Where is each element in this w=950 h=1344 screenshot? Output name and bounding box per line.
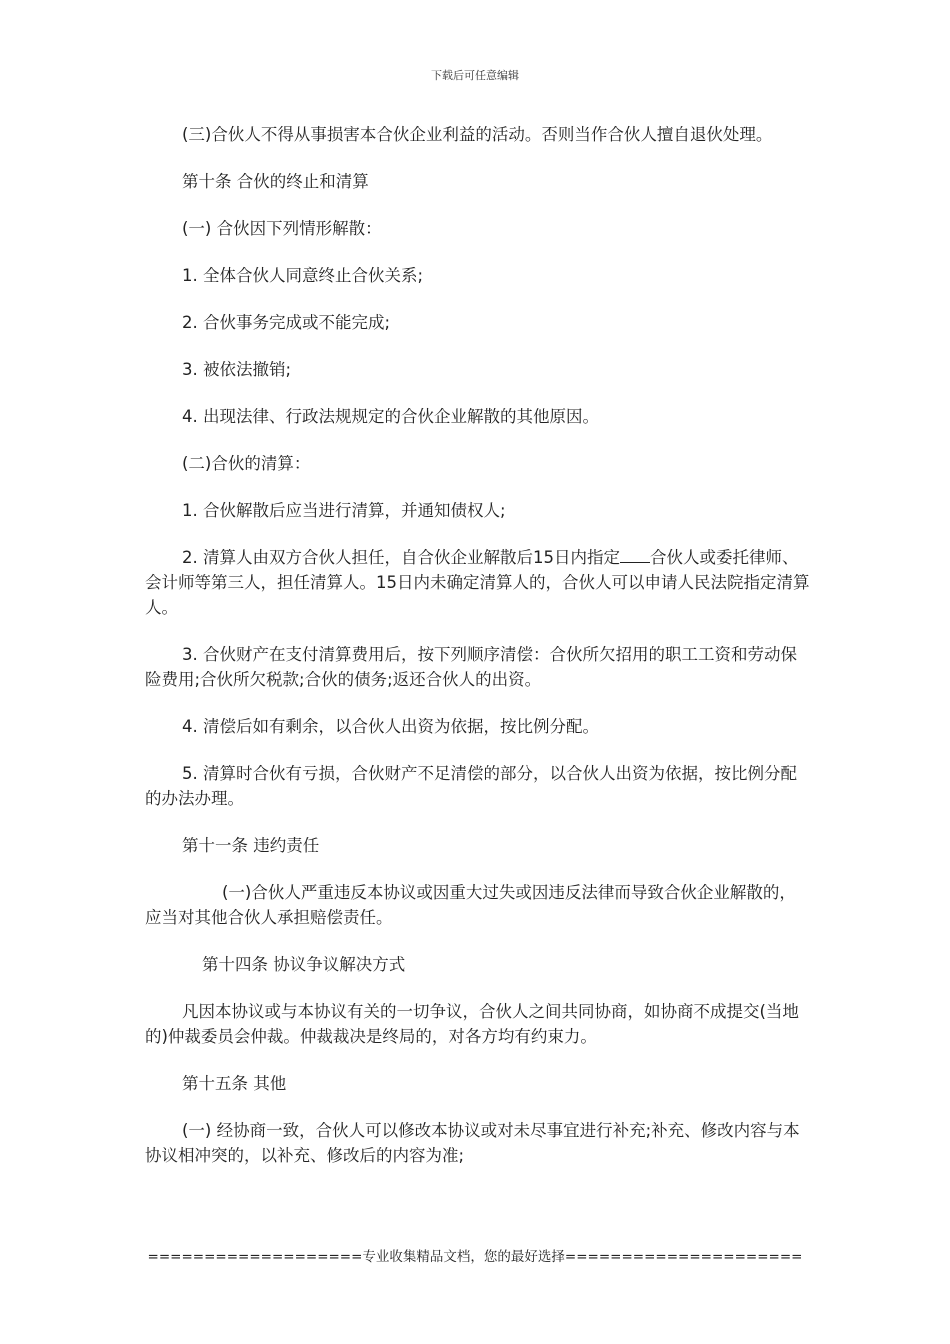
list-item: 4. 清偿后如有剩余，以合伙人出资为依据，按比例分配。 <box>182 717 599 736</box>
list-item: 1. 全体合伙人同意终止合伙关系; <box>182 266 424 285</box>
list-item: 1. 合伙解散后应当进行清算，并通知债权人; <box>182 501 506 520</box>
clause-text: 合伙人或委托律师、会计师等第三人，担任清算人。15日内未确定清算人的，合伙人可以申请人民法院指定清算人。 <box>145 548 810 617</box>
paragraph: (一)合伙人严重违反本协议或因重大过失或因违反法律而导致合伙企业解散的，应当对其他合伙人承担赔偿责任。 <box>145 883 796 927</box>
paragraph: (二)合伙的清算： <box>182 454 311 473</box>
list-item: 2. 合伙事务完成或不能完成; <box>182 313 391 332</box>
page-footer: ===================专业收集精品文档，您的最好选择===================== <box>147 1249 803 1265</box>
section-heading: 第十条 合伙的终止和清算 <box>182 172 369 191</box>
page-header: 下载后可任意编辑 <box>431 69 519 82</box>
list-item: 3. 被依法撤销; <box>182 360 292 379</box>
list-item: 5. 清算时合伙有亏损，合伙财产不足清偿的部分，以合伙人出资为依据，按比例分配的办法办理。 <box>145 764 797 808</box>
section-heading: 第十五条 其他 <box>182 1074 287 1093</box>
list-item: 4. 出现法律、行政法规规定的合伙企业解散的其他原因。 <box>182 407 599 426</box>
list-item <box>145 545 810 620</box>
paragraph: 凡因本协议或与本协议有关的一切争议，合伙人之间共同协商，如协商不成提交(当地的)仲裁委员会仲裁。仲裁裁决是终局的，对各方均有约束力。 <box>145 1002 799 1046</box>
list-item: 3. 合伙财产在支付清算费用后，按下列顺序清偿：合伙所欠招用的职工工资和劳动保险费用;合伙所欠税款;合伙的债务;返还合伙人的出资。 <box>145 645 797 689</box>
paragraph: (一) 合伙因下列情形解散： <box>182 219 382 238</box>
section-heading: 第十四条 协议争议解决方式 <box>202 955 406 974</box>
document-body <box>145 122 810 1190</box>
clause-text: 2. 清算人由双方合伙人担任，自合伙企业解散后15日内指定 <box>182 548 620 567</box>
fill-in-blank <box>620 548 650 563</box>
section-heading: 第十一条 违约责任 <box>182 836 320 855</box>
paragraph: (三)合伙人不得从事损害本合伙企业利益的活动。否则当作合伙人擅自退伙处理。 <box>182 125 773 144</box>
paragraph: (一) 经协商一致，合伙人可以修改本协议或对未尽事宜进行补充;补充、修改内容与本协议相冲突的，以补充、修改后的内容为准; <box>145 1121 800 1165</box>
